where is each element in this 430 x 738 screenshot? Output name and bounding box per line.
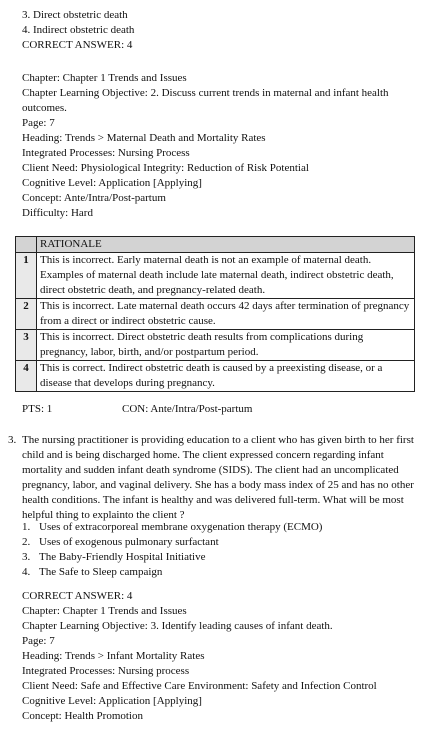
meta-concept: Concept: Health Promotion — [22, 710, 143, 722]
meta-heading: Heading: Trends > Infant Mortality Rates — [22, 650, 205, 662]
rationale-number: 2 — [16, 299, 37, 330]
meta-client-need: Client Need: Physiological Integrity: Reduction of Risk Potential — [22, 162, 309, 174]
rationale-header: RATIONALE — [37, 237, 415, 253]
rationale-text: This is incorrect. Direct obstetric death results from complications during pregnancy, labor, birth, and/or postpartum period. — [37, 330, 415, 361]
meta-integrated-processes: Integrated Processes: Nursing Process — [22, 147, 190, 159]
meta-chapter: Chapter: Chapter 1 Trends and Issues — [22, 72, 187, 84]
rationale-row — [16, 330, 415, 361]
rationale-number: 4 — [16, 361, 37, 392]
rationale-number: 1 — [16, 253, 37, 299]
rationale-table — [15, 236, 415, 392]
correct-answer: CORRECT ANSWER: 4 — [22, 39, 133, 51]
correct-answer: CORRECT ANSWER: 4 — [22, 590, 133, 602]
concept-label: CON: Ante/Intra/Post-partum — [122, 403, 253, 415]
meta-cognitive-level: Cognitive Level: Application [Applying] — [22, 177, 202, 189]
meta-concept: Concept: Ante/Intra/Post-partum — [22, 192, 166, 204]
answer-option: 3. Direct obstetric death — [22, 9, 128, 21]
pts-line — [22, 402, 253, 417]
rationale-row — [16, 299, 415, 330]
meta-page: Page: 7 — [22, 635, 55, 647]
meta-page: Page: 7 — [22, 117, 55, 129]
rationale-row — [16, 253, 415, 299]
rationale-row — [16, 361, 415, 392]
question-metadata — [22, 71, 414, 221]
meta-cognitive-level: Cognitive Level: Application [Applying] — [22, 695, 202, 707]
question-3-metadata — [22, 589, 422, 724]
previous-question-tail — [22, 8, 134, 53]
rationale-text: This is incorrect. Late maternal death occurs 42 days after termination of pregnancy from a direct or indirect obstetric cause. — [37, 299, 415, 330]
rationale-header-row — [16, 237, 415, 253]
meta-learning-objective: Chapter Learning Objective: 2. Discuss current trends in maternal and infant health outcomes. — [22, 87, 389, 114]
meta-heading: Heading: Trends > Maternal Death and Mortality Rates — [22, 132, 266, 144]
question-stem: The nursing practitioner is providing education to a client who has given birth to her first child and is being discharged home. The client expressed concern regarding infant mortality and sudden infant death syndrome (SIDS). The client had an uncomplicated pregnancy, labor, and vaginal delivery. She has a body mass index of 25 and has no other health conditions. The infant is healthy and was delivered full-term. What will be most helpful thing to explainto the client ? — [22, 434, 414, 521]
question-number: 3. — [8, 434, 17, 446]
meta-client-need: Client Need: Safe and Effective Care Environment: Safety and Infection Control — [22, 680, 377, 692]
meta-learning-objective: Chapter Learning Objective: 3. Identify leading causes of infant death. — [22, 620, 333, 632]
meta-chapter: Chapter: Chapter 1 Trends and Issues — [22, 605, 187, 617]
rationale-text: This is incorrect. Early maternal death is not an example of maternal death. Examples of maternal death include late maternal death, indirect obstetric death, direct obstetric death, and pregnancy-related death. — [37, 253, 415, 299]
points-label: PTS: 1 — [22, 403, 53, 415]
answer-option: 4. Indirect obstetric death — [22, 24, 135, 36]
rationale-text: This is correct. Indirect obstetric death is caused by a preexisting disease, or a disease that develops during pregnancy. — [37, 361, 415, 392]
meta-difficulty: Difficulty: Hard — [22, 207, 93, 219]
rationale-number: 3 — [16, 330, 37, 361]
meta-integrated-processes: Integrated Processes: Nursing process — [22, 665, 190, 677]
